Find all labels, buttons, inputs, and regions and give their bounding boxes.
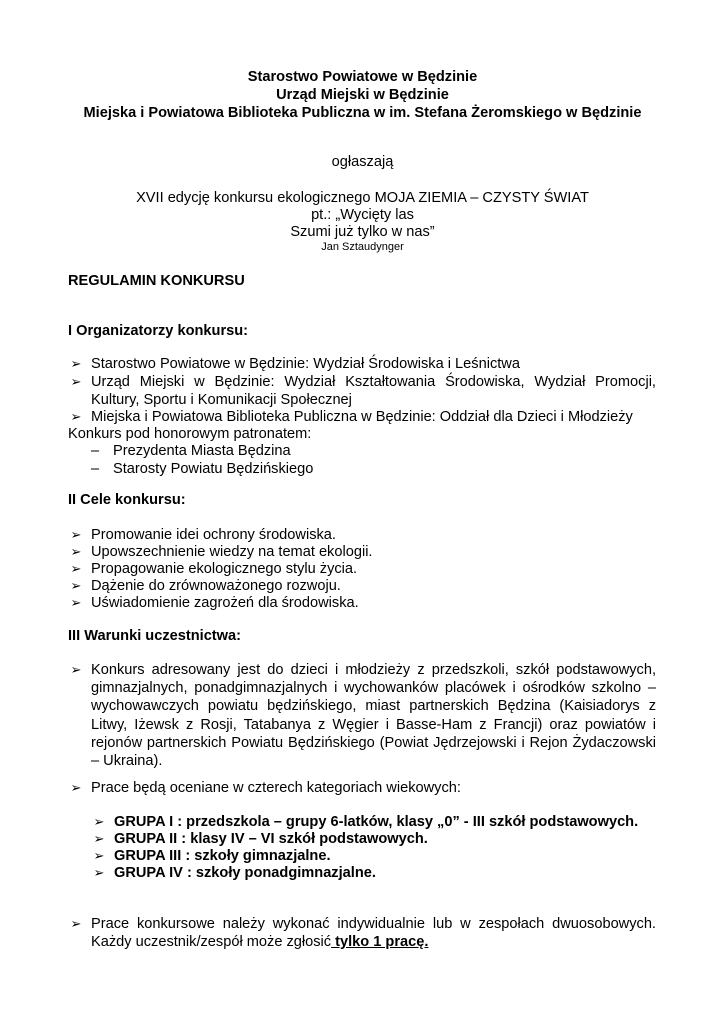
arrow-bullet-icon: ➢	[93, 865, 105, 880]
arrow-bullet-icon: ➢	[70, 916, 82, 931]
goal-item-4: Dążenie do zrównoważonego rozwoju.	[91, 578, 341, 594]
arrow-bullet-icon: ➢	[70, 409, 82, 424]
arrow-bullet-icon: ➢	[93, 814, 105, 829]
header-line-2: Urząd Miejski w Będzinie	[276, 87, 449, 103]
arrow-bullet-icon: ➢	[70, 561, 82, 576]
goal-item-1: Promowanie idei ochrony środowiska.	[91, 527, 336, 543]
section-1-heading: I Organizatorzy konkursu:	[68, 323, 249, 339]
patron-item-2: Starosty Powiatu Będzińskiego	[113, 461, 314, 477]
arrow-bullet-icon: ➢	[70, 356, 82, 371]
age-group-1: GRUPA I : przedszkola – grupy 6-latków, klasy „0” - III szkół podstawowych.	[114, 814, 639, 830]
announce-edition: XVII edycję konkursu ekologicznego MOJA ZIEMIA – CZYSTY ŚWIAT	[136, 190, 589, 206]
announce-author: Jan Sztaudynger	[321, 241, 404, 253]
arrow-bullet-icon: ➢	[70, 544, 82, 559]
dash-bullet-icon: –	[90, 443, 100, 459]
announce-verb: ogłaszają	[331, 154, 394, 170]
one-work-limit: tylko 1 pracę.	[331, 934, 429, 951]
organizer-item-3: Miejska i Powiatowa Biblioteka Publiczna w Będzinie: Oddział dla Dzieci i Młodzieży	[91, 409, 633, 425]
participation-item-1: Konkurs adresowany jest do dzieci i młodzieży z przedszkoli, szkół podstawowych, gimnazjalnych, ponadgimnazjalnych i wychowanków placówek i ośrodków szkolno – wychowawczych powiatu będzińskiego, miast partnerskich Będzina (Kaisiadorys z Litwy, Iżewsk z Rosji, Tatabanya z Węgier i Basse-Ham z Francji) oraz powiatów i rejonów partnerskich Powiatu Będzińskiego (Powiat Jędrzejowski i Rejon Żydaczowski – Ukraina).	[91, 662, 656, 770]
goal-item-5: Uświadomienie zagrożeń dla środowiska.	[91, 595, 359, 611]
participation-item-3-text: Prace konkursowe należy wykonać indywidualnie lub w zespołach dwuosobowych. Każdy uczestnik/zespół może zgłosić	[91, 916, 656, 951]
organizer-item-2: Urząd Miejski w Będzinie: Wydział Kształtowania Środowiska, Wydział Promocji, Kultury, Sportu i Komunikacji Społecznej	[91, 374, 656, 409]
arrow-bullet-icon: ➢	[70, 780, 82, 795]
participation-item-2: Prace będą oceniane w czterech kategoriach wiekowych:	[91, 780, 461, 796]
arrow-bullet-icon: ➢	[93, 848, 105, 863]
arrow-bullet-icon: ➢	[70, 595, 82, 610]
announce-subtitle-1: pt.: „Wycięty las	[311, 207, 414, 223]
goal-item-2: Upowszechnienie wiedzy na temat ekologii.	[91, 544, 373, 560]
section-3-heading: III Warunki uczestnictwa:	[68, 628, 241, 644]
announce-subtitle-2: Szumi już tylko w nas”	[290, 224, 435, 240]
patron-item-1: Prezydenta Miasta Będzina	[113, 443, 291, 459]
section-2-heading: II Cele konkursu:	[68, 492, 186, 508]
arrow-bullet-icon: ➢	[70, 374, 82, 389]
regulation-title: REGULAMIN KONKURSU	[68, 273, 245, 289]
patronage-intro: Konkurs pod honorowym patronatem:	[68, 426, 312, 442]
age-group-3: GRUPA III : szkoły gimnazjalne.	[114, 848, 331, 864]
age-group-4: GRUPA IV : szkoły ponadgimnazjalne.	[114, 865, 376, 881]
age-group-2: GRUPA II : klasy IV – VI szkół podstawowych.	[114, 831, 428, 847]
arrow-bullet-icon: ➢	[70, 662, 82, 677]
dash-bullet-icon: –	[90, 461, 100, 477]
organizer-item-1: Starostwo Powiatowe w Będzinie: Wydział Środowiska i Leśnictwa	[91, 356, 520, 372]
arrow-bullet-icon: ➢	[93, 831, 105, 846]
goal-item-3: Propagowanie ekologicznego stylu życia.	[91, 561, 358, 577]
participation-item-3	[91, 915, 656, 951]
header-line-3: Miejska i Powiatowa Biblioteka Publiczna w im. Stefana Żeromskiego w Będzinie	[83, 105, 642, 121]
header-line-1: Starostwo Powiatowe w Będzinie	[247, 69, 478, 85]
arrow-bullet-icon: ➢	[70, 578, 82, 593]
arrow-bullet-icon: ➢	[70, 527, 82, 542]
